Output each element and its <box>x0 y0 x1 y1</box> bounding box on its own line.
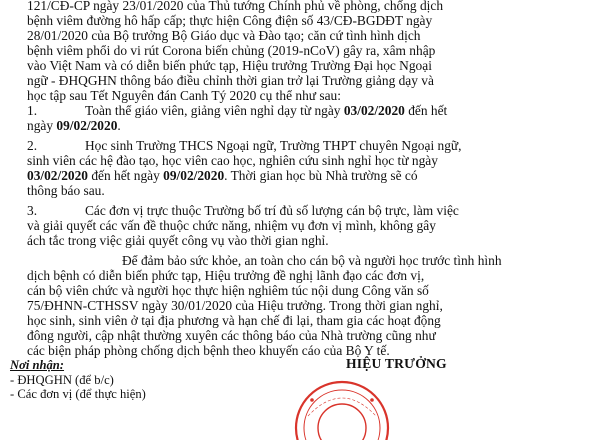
item2-end-date: 09/02/2020 <box>163 168 225 183</box>
item3-line-3: ách tắc trong việc giải quyết công vụ vào thời gian nghỉ. <box>27 233 329 248</box>
recipient-item: - Các đơn vị (để thực hiện) <box>10 387 146 401</box>
intro-line-6: ngữ - ĐHQGHN thông báo điều chỉnh thời gian trở lại Trường giảng dạy và <box>27 73 434 88</box>
item3-line-1: Các đơn vị trực thuộc Trường bố trí đủ số lượng cán bộ trực, làm việc <box>85 203 459 218</box>
intro-line-4: bệnh viêm phổi do vi rút Corona biến chủng (2019-nCoV) gây ra, xâm nhập <box>27 43 436 58</box>
closing-line-3: cán bộ viên chức và người học thực hiện nghiêm túc nội dung Công văn số <box>27 283 429 298</box>
item1-number: 1. <box>27 103 38 118</box>
closing-line-6: đông người, cập nhật thường xuyên các thông báo của Nhà trường cũng như <box>27 328 436 343</box>
intro-line-7: học tập sau Tết Nguyên đán Canh Tý 2020 cụ thể như sau: <box>27 88 341 103</box>
item3-line-2: và giải quyết các vấn đề thuộc chức năng, nhiệm vụ đơn vị mình, không gây <box>27 218 436 233</box>
closing-line-4: 75/ĐHNN-CTHSSV ngày 30/01/2020 của Hiệu trưởng. Trong thời gian nghỉ, <box>27 298 443 313</box>
item2-after: . Thời gian học bù Nhà trường sẽ có <box>224 168 418 183</box>
item2-line-4: thông báo sau. <box>27 183 105 198</box>
item2-start-date: 03/02/2020 <box>27 168 89 183</box>
item1-line-2 <box>27 118 121 133</box>
item2-number: 2. <box>27 138 38 153</box>
item2-line-2: sinh viên các hệ đào tạo, học viên cao học, nghiên cứu sinh nghỉ học từ ngày <box>27 153 438 168</box>
closing-line-1: Để đảm bảo sức khỏe, an toàn cho cán bộ và người học trước tình hình <box>122 253 502 268</box>
item1-ngay: ngày <box>27 118 57 133</box>
closing-line-7: các biện pháp phòng chống dịch bệnh theo khuyến cáo của Bộ Y tế. <box>27 343 390 358</box>
signature-title: HIỆU TRƯỞNG <box>346 356 447 371</box>
item1-line-1 <box>85 103 447 118</box>
closing-line-5: học sinh, sinh viên ở tại địa phương và hạn chế đi lại, tham gia các hoạt động <box>27 313 441 328</box>
item2-line-3 <box>27 168 418 183</box>
item1-end-date: 09/02/2020 <box>56 118 118 133</box>
closing-line-2: dịch bệnh có diễn biến phức tạp, Hiệu trưởng đề nghị lãnh đạo các đơn vị, <box>27 268 425 283</box>
recipients-heading: Nơi nhận: <box>10 358 65 372</box>
official-seal <box>282 360 402 440</box>
item1-period: . <box>117 118 121 133</box>
item2-mid: đến hết ngày <box>88 168 164 183</box>
item1-text-after: đến hết <box>404 103 448 118</box>
item1-text: Toàn thể giáo viên, giảng viên nghỉ dạy từ ngày <box>85 103 344 118</box>
intro-line-1: 121/CĐ-CP ngày 23/01/2020 của Thủ tướng Chính phủ về phòng, chống dịch <box>27 0 444 13</box>
recipient-item: - ĐHQGHN (để b/c) <box>10 372 114 387</box>
item2-line-1: Học sinh Trường THCS Ngoại ngữ, Trường THPT chuyên Ngoại ngữ, <box>85 138 462 153</box>
intro-line-2: bệnh viêm đường hô hấp cấp; thực hiện Công điện số 43/CĐ-BGDĐT ngày <box>27 13 433 28</box>
recipients-block <box>10 358 146 402</box>
item1-start-date: 03/02/2020 <box>343 103 405 118</box>
intro-line-3: 28/01/2020 của Bộ trưởng Bộ Giáo dục và Đào tạo; căn cứ tình hình dịch <box>27 28 421 43</box>
item3-number: 3. <box>27 203 38 218</box>
intro-line-5: vào Việt Nam và có diễn biến phức tạp, Hiệu trưởng Trường Đại học Ngoại <box>27 58 432 73</box>
